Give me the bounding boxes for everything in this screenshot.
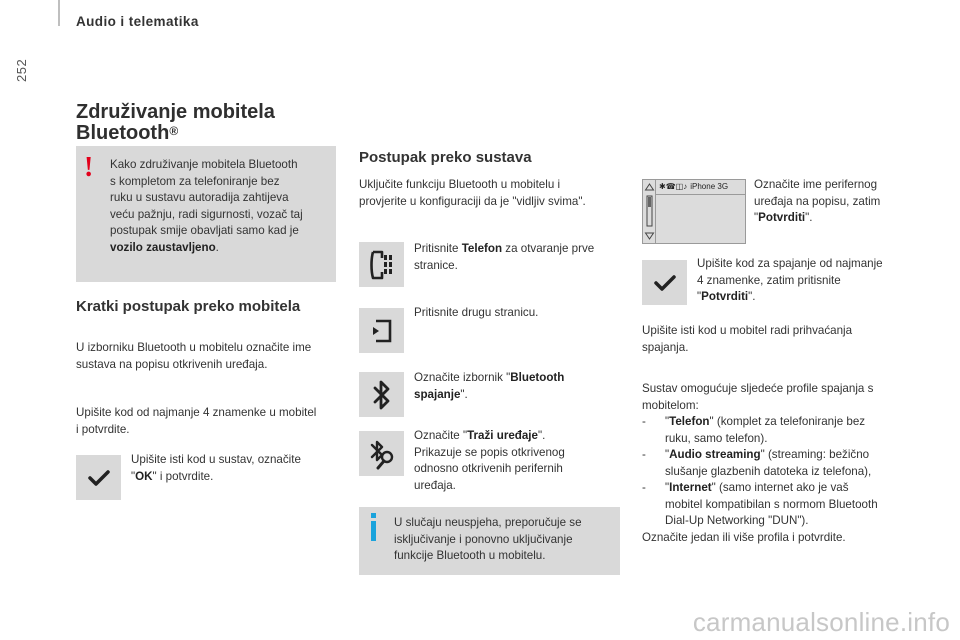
- short-procedure-step: [131, 452, 341, 485]
- para-line: U izborniku Bluetooth u mobitelu označite ime: [76, 341, 312, 354]
- phone-icon: [367, 249, 397, 281]
- profile-line: [665, 480, 878, 497]
- confirm-code-box: [642, 260, 687, 305]
- confirm-check-icon: [88, 469, 110, 487]
- spajanje-label: spajanje: [414, 387, 461, 401]
- para-line: sustava na popisu otkrivenih uređaja.: [76, 357, 268, 371]
- page-title: [76, 102, 356, 144]
- device-status-icons: ✱☎◫♪: [659, 182, 688, 191]
- page-title-text: Združivanje mobitela Bluetooth: [76, 101, 275, 144]
- right-end: ".: [748, 290, 756, 303]
- step-line: Prikazuje se popis otkrivenog: [414, 445, 565, 459]
- screen-device-row[interactable]: [659, 182, 728, 191]
- quote: ": [131, 469, 136, 483]
- warning-line: s kompletom za telefoniranje bez: [110, 174, 280, 188]
- profile-line: slušanje glazbenih datoteka iz telefona),: [665, 464, 872, 478]
- right-end: ".: [805, 211, 813, 224]
- step-line: [414, 370, 614, 387]
- step-line: uređaja.: [414, 478, 456, 492]
- quote: ": [754, 211, 759, 224]
- registered-mark: ®: [169, 124, 179, 138]
- warning-line: ruku u sustavu autoradija zahtijeva: [110, 191, 289, 204]
- watermark: carmanualsonline.info: [692, 607, 950, 637]
- step-line: Pritisnite drugu stranicu.: [414, 306, 539, 319]
- confirm-check-icon: [654, 274, 676, 292]
- dash: -: [642, 448, 646, 461]
- same-code-text: [642, 323, 912, 356]
- profile-name: Telefon: [669, 415, 710, 428]
- info-line: isključivanje i ponovno uključivanje: [394, 532, 573, 546]
- short-procedure-heading: Kratki postupak preko mobitela: [76, 298, 301, 315]
- para-line: i potvrdite.: [76, 422, 130, 436]
- step-line: [414, 387, 614, 404]
- bluetooth-button-box: [359, 372, 404, 417]
- next-page-button-box: [359, 308, 404, 353]
- potvrditi-label: Potvrditi: [758, 211, 806, 224]
- select-device-text: [754, 177, 954, 227]
- step-end: " i potvrdite.: [152, 469, 214, 483]
- warning-line: postupak smije obavljati samo kad je: [110, 224, 299, 237]
- warning-line: [110, 240, 332, 257]
- info-icon: [369, 513, 379, 543]
- system-procedure-heading: Postupak preko sustava: [359, 149, 532, 166]
- intro-line: Uključite funkciju Bluetooth u mobitelu i: [359, 178, 561, 191]
- next-page-icon: [369, 318, 395, 344]
- step-line: [414, 428, 614, 445]
- ok-label: OK: [135, 469, 153, 483]
- quote: ": [665, 448, 670, 461]
- right-line: Upišite isti kod u mobitel radi prihvaćanja: [642, 324, 853, 337]
- step-line: [131, 469, 341, 486]
- right-line: [754, 210, 954, 227]
- step-line: stranice.: [414, 258, 458, 272]
- info-text: [394, 515, 614, 565]
- profile-name: Internet: [669, 481, 712, 494]
- profile-item-internet: [642, 480, 917, 530]
- info-line: U slučaju neuspjeha, preporučuje se: [394, 516, 582, 529]
- profile-line: ruku, samo telefon).: [665, 431, 768, 445]
- right-line: spajanja.: [642, 340, 689, 354]
- info-line: funkcije Bluetooth u mobitelu.: [394, 549, 546, 562]
- profile-item-audio: [642, 447, 917, 480]
- profile-item-telefon: [642, 414, 917, 447]
- profile-line: mobitel kompatibilan s normom Bluetooth: [665, 497, 878, 511]
- section-header: Audio i telematika: [76, 14, 199, 29]
- profile-desc: " (streaming: bežično: [760, 448, 870, 461]
- step-pre: Pritisnite: [414, 242, 462, 255]
- profile-line: [665, 414, 865, 431]
- warning-line: veću pažnju, radi sigurnosti, vozač taj: [110, 207, 303, 221]
- confirm-ok-box: [76, 455, 121, 500]
- profile-name: Audio streaming: [669, 448, 761, 461]
- search-devices-button-box: [359, 431, 404, 476]
- system-step-bluetooth: [414, 370, 614, 403]
- step-pre: Označite ": [414, 429, 468, 442]
- warning-icon: !: [84, 152, 94, 183]
- system-step-second-page: [414, 305, 614, 322]
- side-rule: [58, 0, 60, 26]
- system-procedure-intro: [359, 177, 629, 210]
- step-end: ".: [460, 387, 468, 401]
- potvrditi-label: Potvrditi: [701, 290, 749, 303]
- system-step-search: [414, 428, 614, 494]
- screen-device-name: iPhone 3G: [690, 182, 729, 191]
- trazi-label: Traži uređaje: [467, 429, 538, 442]
- para-line: Upišite kod od najmanje 4 znamenke u mobitel: [76, 406, 317, 419]
- bluetooth-label: Bluetooth: [510, 371, 565, 384]
- step-line: odnosno otkrivenih perifernih: [414, 462, 563, 475]
- closing-line: Označite jedan ili više profila i potvrdite.: [642, 530, 846, 544]
- warning-bold: vozilo zaustavljeno: [110, 240, 216, 254]
- profiles-text: [642, 381, 917, 546]
- step-end: ".: [537, 429, 546, 442]
- profile-line: [665, 447, 871, 464]
- short-procedure-para2: [76, 405, 346, 438]
- profile-desc: " (samo internet ako je vaš: [711, 481, 849, 494]
- right-line: uređaja na popisu, zatim: [754, 194, 881, 208]
- right-line: Označite ime perifernog: [754, 178, 878, 191]
- short-procedure-para1: [76, 340, 346, 373]
- right-line: [697, 289, 907, 306]
- warning-text: [110, 157, 332, 256]
- telefon-label: Telefon: [461, 242, 503, 255]
- intro-line: provjerite u konfiguraciji da je "vidljiv svima".: [359, 194, 586, 208]
- right-line: Upišite kod za spajanje od najmanje: [697, 257, 883, 270]
- profile-desc: " (komplet za telefoniranje bez: [709, 415, 866, 428]
- dash: -: [642, 481, 646, 494]
- right-line: 4 znamenke, zatim pritisnite: [697, 273, 841, 287]
- right-line: mobitelom:: [642, 398, 699, 412]
- step-line: Upišite isti kod u sustav, označite: [131, 453, 301, 466]
- search-devices-icon: [367, 438, 397, 470]
- quote: ": [665, 415, 670, 428]
- right-line: Sustav omogućuje sljedeće profile spajanja s: [642, 382, 874, 395]
- system-step-telefon: [414, 241, 614, 274]
- step-line: [414, 241, 614, 258]
- dash: -: [642, 415, 646, 428]
- quote: ": [697, 290, 702, 303]
- step-pre: Označite izbornik ": [414, 371, 511, 384]
- bluetooth-icon: [372, 379, 392, 411]
- phone-button-box: [359, 242, 404, 287]
- device-list-screen: [642, 179, 746, 244]
- page-number: 252: [14, 58, 29, 82]
- step-post: za otvaranje prve: [502, 242, 595, 255]
- warning-line: Kako združivanje mobitela Bluetooth: [110, 158, 298, 171]
- warning-end: .: [215, 240, 219, 254]
- profile-line: Dial-Up Networking "DUN").: [665, 514, 809, 527]
- enter-code-text: [697, 256, 907, 306]
- quote: ": [665, 481, 670, 494]
